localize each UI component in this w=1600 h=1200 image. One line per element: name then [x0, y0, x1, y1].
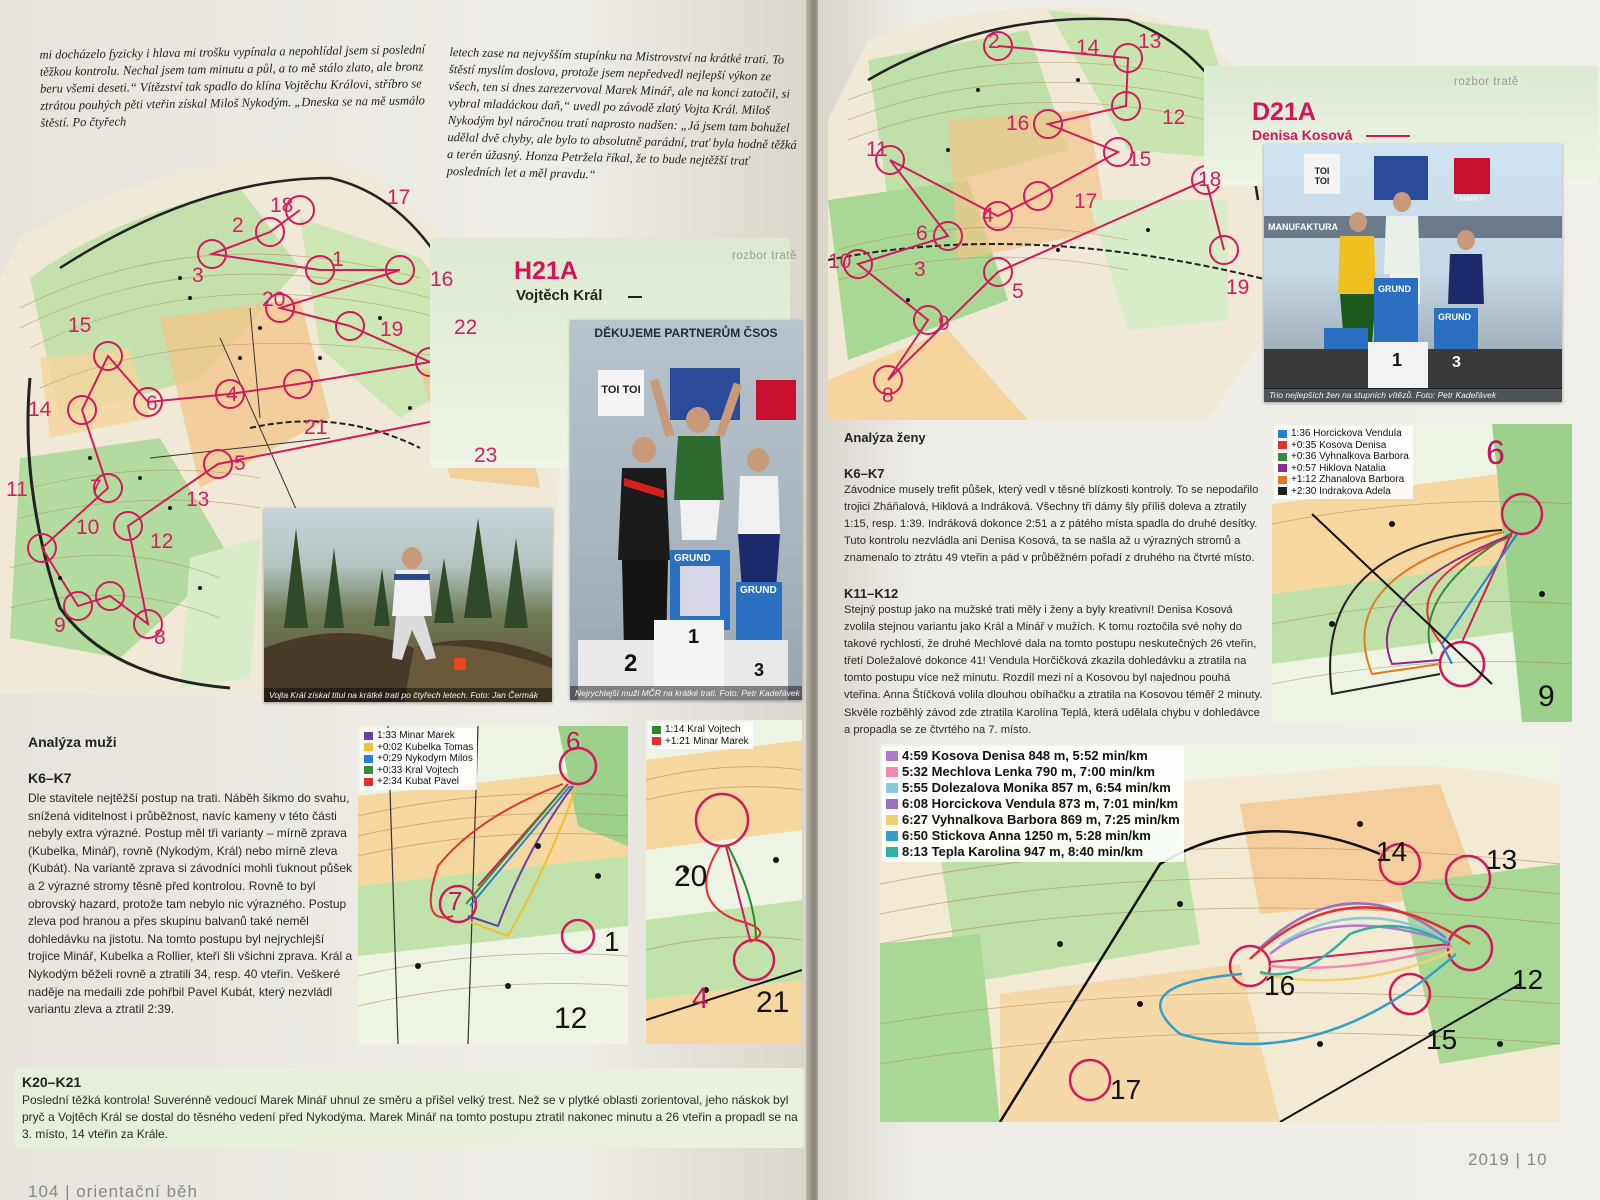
d21a-map-graphic [828, 0, 1268, 420]
legend-swatch [364, 732, 373, 740]
control-number: 16 [1006, 112, 1030, 135]
inset-control-number: 14 [1376, 836, 1408, 867]
women-k6k7-heading: K6–K7 [844, 466, 885, 481]
inset-control-number: 20 [674, 860, 708, 893]
control-number: 7 [90, 476, 102, 499]
runner-photo [264, 508, 552, 702]
runner-photo-caption: Vojta Král získal titul na krátké trati po čtyřech letech. Foto: Jan Čermák [264, 688, 552, 702]
legend-label: +0:02 Kubelka Tomas [377, 741, 474, 753]
control-number: 8 [882, 384, 894, 407]
inset-control-number: 9 [1538, 680, 1555, 713]
control-number: 6 [916, 222, 928, 245]
legend-swatch [652, 726, 661, 734]
legend-label: 6:08 Horcickova Vendula 873 m, 7:01 min/km [902, 796, 1179, 811]
inset-control-number: 13 [1486, 844, 1518, 875]
women-brand-toitoi: TOI TOI [1314, 166, 1330, 186]
legend-swatch [886, 751, 898, 761]
rozbor-trate-label: rozbor tratě [1454, 76, 1519, 88]
control-number: 17 [1074, 190, 1098, 213]
control-number: 18 [1198, 168, 1222, 191]
control-number: 21 [304, 416, 328, 439]
control-number: 2 [232, 214, 244, 237]
inset-control-number: 15 [1426, 1024, 1458, 1055]
legend-label: +2:30 Indrakova Adela [1291, 485, 1391, 497]
podium-photo-caption: Nejrychlejší muži MČR na krátké trati. Foto: Petr Kadeřávek [570, 686, 802, 700]
legend-swatch [1278, 430, 1287, 438]
d21a-winner-dash [1366, 135, 1410, 137]
control-number: 9 [938, 312, 950, 335]
control-number: 14 [1076, 36, 1100, 59]
legend-row [364, 776, 473, 788]
women-k11k12-legend [882, 746, 1184, 862]
control-number: 16 [430, 268, 454, 291]
legend-label: +2:34 Kubat Pavel [377, 776, 460, 787]
legend-swatch [364, 778, 373, 786]
men-k6k7-legend [360, 728, 477, 790]
legend-row [886, 748, 1180, 764]
control-number: 12 [150, 530, 174, 553]
men-k20k21-heading: K20–K21 [22, 1074, 82, 1090]
control-number: 13 [186, 488, 210, 511]
h21a-category-title: H21A [514, 257, 578, 285]
control-number: 3 [192, 264, 204, 287]
quote-column-2: letech zase na nejvyšším stupínku na Mistrovství na krátké trati. To štěstí myslím doslova, protože jsem nepředvedl nejlepší výkon ze všech, ten si dnes zarezervoval Marek Minář, ale na konci zatočil, si vybral mladáckou daň,“ uvedl po závodě zlatý Vojta Král. Miloš Nykodým byl náročnou tratí naprosto nadšen: „Já jsem tam bohužel udělal dvě chyby, ale bylo to absolutně parádní, trať byla hodně těžká a terén úžasný. Honza Petržela říkal, že to bude nejtěžší trať posledních let a měl pravdu.“ [446, 45, 797, 182]
legend-swatch [652, 737, 661, 745]
legend-swatch [364, 743, 373, 751]
legend-swatch [886, 767, 898, 777]
podium-photo-graphic [570, 320, 802, 700]
inset-control-number: 6 [566, 726, 581, 756]
inset-control-number: 12 [1512, 964, 1544, 995]
men-k20k21-text: Poslední těžká kontrola! Suverénně vedoucí Marek Minář uhnul ze směru a přišel velký trest. Než se v plytké oblasti zorientoval, jeho náskok byl pryč a Vojtěch Král se dostal do těsného vedení před Nykodýma. Marek Minář na tomto postupu ztratil nakonec minutu a 26 vteřin a propadl se na 3. místo, 14 vteřin za Krále. [22, 1093, 798, 1141]
podium-photo [570, 320, 802, 700]
men-k20k21-inset-map [646, 720, 802, 1044]
women-k6k7-text: Závodnice musely trefit půšek, který vedl v těsné blízkosti kontroly. To se nepodařilo trojici Zháňalová, Hiklová a Indráková. Všechny tři dámy šly příliš doleva a ztratily 1:15, resp. 1:39. Indráková dokonce 2:51 a z pátého místa spadla do druhé desítky. Tuto kontrolu nezvládla ani Denisa Kosová, ta se našla až u výrazných stromů a znamenalo to ztrátu 49 vteřin a pád v průběžném pořadí z druhého na čtvrté místo. [844, 484, 1259, 564]
men-k6k7-text: Dle stavitele nejtěžší postup na trati. Náběh šikmo do svahu, snížená viditelnost i průběžnost, navíc kameny v této části nebyly extra výrazné. Postup měl tři varianty – mírně zprava (Kubelka, Minář), rovně (Nykodým, Král) nebo mírně zleva (Kubát). Na variantě zprava si závodníci mohli ťuknout půšek a 2 výrazné stromy těsně před kontrolou. Rovně to byl obrovský hazard, protože tam nebylo nic výrazného. Postup zleva pod hranou a přes skupinu balvanů také neměl dohledávku na jistotu. Na tomto postupu byl nejrychlejší trojice Minář, Kubelka a Rollier, kteří šli všichni zprava. Král a Nykodým běželi rovně a ztratili 34, resp. 40 vteřin. Veškeré naděje na medaili zde pohřbil Pavel Kubát, který nezvládl variantu zleva a ztratil 2:39. [28, 791, 353, 1017]
control-number: 12 [1162, 106, 1186, 129]
women-k6k7-inset-map [1272, 424, 1572, 722]
men-k6k7-heading: K6–K7 [28, 770, 72, 786]
podium-place-2: 2 [624, 650, 638, 677]
control-number: 3 [914, 258, 926, 281]
control-number: 9 [54, 614, 66, 637]
legend-row [886, 844, 1180, 860]
control-number: 4 [982, 204, 994, 227]
inset-control-number: 4 [692, 982, 709, 1015]
control-number: 5 [1012, 280, 1024, 303]
inset-control-number: 17 [1110, 1074, 1142, 1105]
women-podium-caption: Trio nejlepších žen na stupních vítězů. Foto: Petr Kadeřávek [1264, 388, 1562, 402]
podium-brand-grund-2: GRUND [740, 585, 777, 596]
legend-label: +0:33 Kral Vojtech [377, 764, 459, 776]
women-brand-manufaktura: MANUFAKTURA [1268, 222, 1338, 232]
control-number: 20 [262, 288, 286, 311]
podium-place-3: 3 [754, 660, 765, 680]
d21a-category-title: D21A [1252, 98, 1316, 126]
runner-photo-graphic [264, 508, 552, 702]
legend-row [1278, 474, 1409, 486]
legend-label: +0:35 Kosova Denisa [1291, 439, 1387, 451]
inset-control-number: 12 [554, 1002, 588, 1035]
legend-swatch [1278, 464, 1287, 472]
legend-swatch [886, 831, 898, 841]
control-number: 19 [380, 318, 404, 341]
legend-label: +0:57 Hiklova Natalia [1291, 462, 1386, 474]
legend-swatch [1278, 487, 1287, 495]
control-number: 10 [76, 516, 100, 539]
legend-row [1278, 451, 1409, 463]
women-k11k12-inset-map [880, 744, 1560, 1122]
right-page-folio: 2019 | 10 [1468, 1150, 1548, 1169]
control-number: 15 [1128, 148, 1152, 171]
legend-swatch [886, 799, 898, 809]
women-brand-grund-1: GRUND [1378, 284, 1411, 294]
women-k11k12-text: Stejný postup jako na mužské trati měly i ženy a byly kreativní! Denisa Kosová zvolila stejnou variantu jako Král a Minář v mužích. K tomu roztočila své nohy do takové rychlosti, že druhé Mechlové dala na tomto postupu neskutečných 26 vteřin, třetí Doležalové dokonce 41! Vendula Horčičková zkazila dohledávku a ztratila na tomto postupu více než minutu. Rozdíl mezi ní a Kosovou byl najednou pouhá vteřina. Anna Štíčková volila dlouhou obíhačku a ztratila na Kosovou téměř 2 minuty. Skvěle rozběhlý závod zde ztratila Karolína Teplá, která udělala chybu v dohledávce a propadla se ze čtvrtého na 7. místo. [844, 604, 1263, 736]
women-podium-place-3: 3 [1452, 354, 1461, 371]
h21a-winner-name: Vojtěch Král [516, 287, 603, 304]
control-number: 4 [226, 383, 238, 406]
control-number: 6 [146, 392, 158, 415]
legend-row [364, 753, 473, 765]
control-number: 14 [28, 398, 52, 421]
rozbor-trate-label: rozbor tratě [732, 250, 797, 262]
legend-swatch [364, 766, 373, 774]
control-number: 11 [866, 138, 888, 161]
h21a-winner-dash [628, 296, 642, 298]
women-brand-grund-2: GRUND [1438, 312, 1471, 322]
women-analysis-title: Analýza ženy [844, 430, 926, 445]
legend-row [886, 828, 1180, 844]
left-page-folio: 104 | orientační běh [28, 1182, 198, 1200]
legend-label: 6:27 Vyhnalkova Barbora 869 m, 7:25 min/km [902, 812, 1180, 827]
control-number: 11 [6, 478, 28, 501]
control-number: 22 [454, 316, 478, 339]
inset-control-number: 7 [448, 886, 463, 916]
control-number: 13 [1138, 30, 1162, 53]
legend-label: 1:36 Horcickova Vendula [1291, 428, 1402, 439]
legend-label: 5:32 Mechlova Lenka 790 m, 7:00 min/km [902, 764, 1155, 779]
legend-swatch [1278, 441, 1287, 449]
control-number: 5 [234, 452, 246, 475]
legend-row [886, 796, 1180, 812]
legend-swatch [1278, 476, 1287, 484]
d21a-winner-name: Denisa Kosová [1252, 127, 1353, 143]
men-k20k21-legend [648, 722, 753, 749]
legend-row [1278, 486, 1409, 498]
podium-banner-text: DĚKUJEME PARTNERŮM ČSOS [594, 326, 778, 340]
legend-label: +1:12 Zhanalova Barbora [1291, 474, 1405, 485]
legend-label: 1:33 Minar Marek [377, 730, 455, 741]
legend-row [886, 780, 1180, 796]
legend-label: +1:21 Minar Marek [665, 735, 749, 747]
women-k6k7-legend [1274, 426, 1413, 499]
legend-row [1278, 428, 1409, 440]
control-number: 8 [154, 626, 166, 649]
legend-label: 5:55 Dolezalova Monika 857 m, 6:54 min/km [902, 780, 1171, 795]
right-page [818, 0, 1600, 1200]
inset-control-number: 6 [1486, 434, 1505, 472]
legend-row [1278, 463, 1409, 475]
control-number: 18 [270, 194, 294, 217]
women-k11k12-heading: K11–K12 [844, 586, 899, 601]
inset-control-number: 1 [604, 926, 620, 957]
women-brand-tmarfy: T.MARFY [1454, 196, 1484, 203]
legend-label: +0:36 Vyhnalkova Barbora [1291, 451, 1409, 462]
men-k6k7-inset-map [358, 726, 628, 1044]
men-analysis-title: Analýza muži [28, 734, 117, 750]
control-number: 17 [387, 186, 411, 209]
control-number: 10 [828, 250, 852, 273]
women-podium-photo [1264, 144, 1562, 402]
legend-row [1278, 440, 1409, 452]
women-podium-place-1: 1 [1392, 350, 1403, 370]
legend-row [886, 764, 1180, 780]
legend-row [652, 736, 749, 748]
control-number: 19 [1226, 276, 1250, 299]
inset-control-number: 16 [1264, 970, 1296, 1001]
legend-swatch [886, 815, 898, 825]
legend-label: 8:13 Tepla Karolina 947 m, 8:40 min/km [902, 844, 1144, 859]
podium-place-1: 1 [688, 626, 700, 648]
legend-label: +0:29 Nykodym Milos [377, 753, 473, 764]
control-number: 23 [474, 444, 498, 467]
legend-swatch [364, 755, 373, 763]
quote-column-1: mi docházelo fyzicky i hlava mi trošku vypínala a nepohlídal jsem si poslední těžkou kontrolu. Nechal jsem tam minutu a půl, a to mě stálo zlato, ale bronz beru všemi deseti.“ Vítězství tak spadlo do klína Vojtěchu Královi, stříbro se ztrátou pouhých pěti vteřin získal Miloš Nykodým. „Dneska se na mě usmálo štěstí. Po čtyřech [39, 42, 426, 130]
control-number: 1 [332, 248, 344, 271]
podium-brand-toitoi: TOI TOI [601, 384, 641, 396]
legend-swatch [886, 783, 898, 793]
legend-swatch [1278, 453, 1287, 461]
podium-brand-grund-1: GRUND [674, 553, 711, 564]
legend-row [364, 765, 473, 777]
legend-row [652, 724, 749, 736]
inset-control-number: 21 [756, 986, 790, 1019]
control-number: 2 [988, 30, 1000, 53]
legend-row [364, 730, 473, 742]
legend-label: 6:50 Stickova Anna 1250 m, 5:28 min/km [902, 828, 1151, 843]
control-number: 15 [68, 314, 92, 337]
legend-label: 1:14 Kral Vojtech [665, 724, 741, 735]
d21a-course-map [828, 0, 1268, 420]
legend-swatch [886, 847, 898, 857]
legend-label: 4:59 Kosova Denisa 848 m, 5:52 min/km [902, 748, 1148, 763]
legend-row [886, 812, 1180, 828]
legend-row [364, 742, 473, 754]
